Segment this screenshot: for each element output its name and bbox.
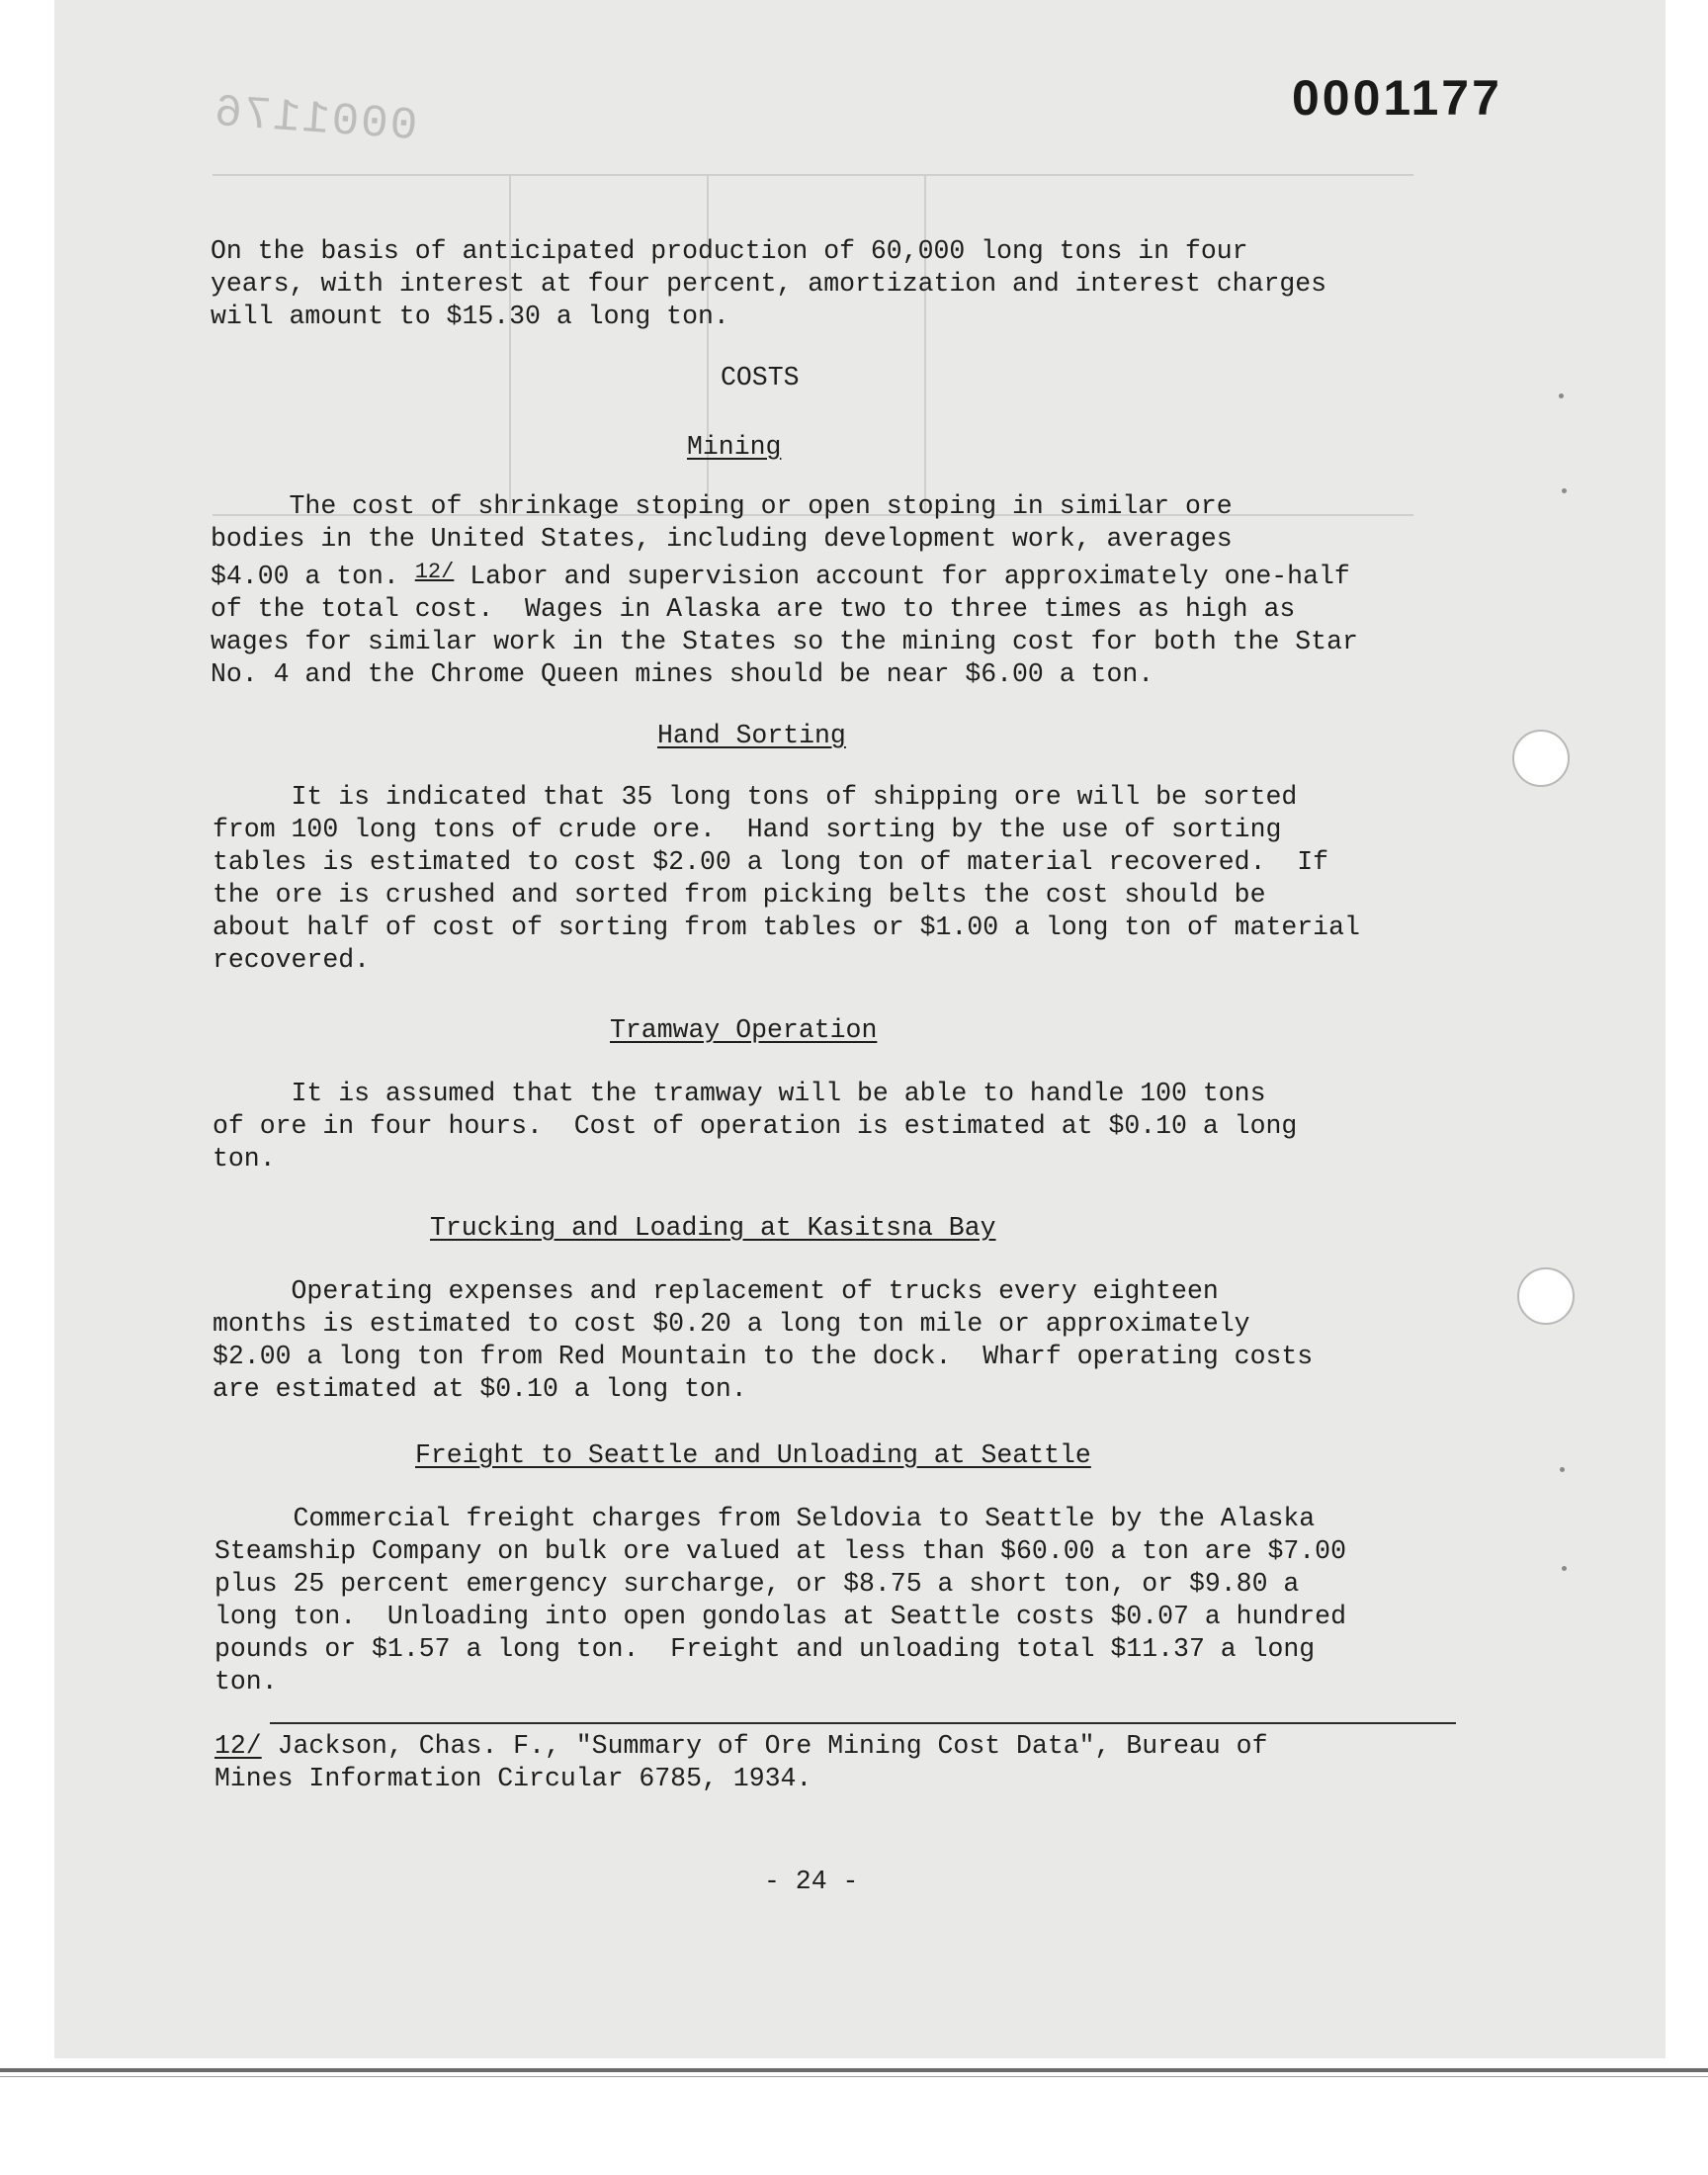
ghost-page-number: 0001176 xyxy=(211,86,419,153)
subheading-trucking: Trucking and Loading at Kasitsna Bay xyxy=(430,1213,996,1243)
scan-edge xyxy=(0,2076,1708,2077)
trucking-paragraph: Operating expenses and replacement of trucks every eighteen months is estimated to cost $0.20 a long ton mile or approximately $2.00 a long ton from Red Mountain to the dock. Wharf operating costs are estimated at $0.10 a long ton. xyxy=(213,1276,1314,1404)
section-heading-costs: COSTS xyxy=(721,363,800,392)
hand-sorting-paragraph: It is indicated that 35 long tons of shipping ore will be sorted from 100 long tons of crude ore. Hand sorting by the use of sorting tables is estimated to cost $2.00 a long ton of material recovered. If the ore is crushed and sorted from picking belts the cost should be about half of cost of sorting from tables or $1.00 a long ton of material recovered. xyxy=(213,782,1360,975)
document-page xyxy=(54,0,1665,2058)
subheading-freight: Freight to Seattle and Unloading at Seattle xyxy=(415,1440,1091,1470)
footnote-divider xyxy=(270,1722,1456,1724)
ghost-rule xyxy=(509,174,511,514)
subheading-mining: Mining xyxy=(687,432,782,462)
scan-edge xyxy=(0,2068,1708,2072)
speck xyxy=(1562,1566,1567,1571)
page-number: - 24 - xyxy=(764,1867,859,1896)
mining-paragraph: The cost of shrinkage stoping or open stoping in similar ore bodies in the United States, including development work, averages $4.00 a ton. $^{12/}$ Labor and supervision account for approximately one-half of the total cost. Wages in Alaska are two to three times as high as wages for similar work in the States so the mining cost for both the Star No. 4 and the Chrome Queen mines should be near $6.00 a ton. xyxy=(211,491,1358,689)
intro-paragraph: On the basis of anticipated production of 60,000 long tons in four years, with interest at four percent, amortization and interest charges will amount to $15.30 a long ton. xyxy=(211,236,1327,331)
punch-hole xyxy=(1512,730,1570,787)
tramway-paragraph: It is assumed that the tramway will be able to handle 100 tons of ore in four hours. Cost of operation is estimated at $0.10 a long ton. xyxy=(213,1079,1298,1174)
speck xyxy=(1559,393,1564,398)
freight-paragraph: Commercial freight charges from Seldovia to Seattle by the Alaska Steamship Company on bulk ore valued at less than $60.00 a ton are $7.00 plus 25 percent emergency surcharge, or $8.75 a short ton, or $9.80 a long ton. Unloading into open gondolas at Seattle costs $0.07 a hundred pounds or $1.57 a long ton. Freight and unloading total $11.37 a long ton. xyxy=(214,1504,1346,1696)
ghost-rule xyxy=(213,174,1413,176)
speck xyxy=(1560,1467,1565,1472)
subheading-hand-sorting: Hand Sorting xyxy=(657,721,846,750)
speck xyxy=(1562,488,1567,493)
footnote-marker: 12/ xyxy=(214,1731,262,1761)
footnote-ref: 12/ xyxy=(414,560,455,584)
subheading-tramway: Tramway Operation xyxy=(610,1015,878,1045)
punch-hole xyxy=(1517,1267,1575,1325)
document-number-stamp: 0001177 xyxy=(1292,70,1502,126)
ghost-rule xyxy=(924,174,926,514)
footnote: 12/ Jackson, Chas. F., "Summary of Ore Mining Cost Data", Bureau of Mines Information Circular 6785, 1934. xyxy=(214,1731,1268,1793)
